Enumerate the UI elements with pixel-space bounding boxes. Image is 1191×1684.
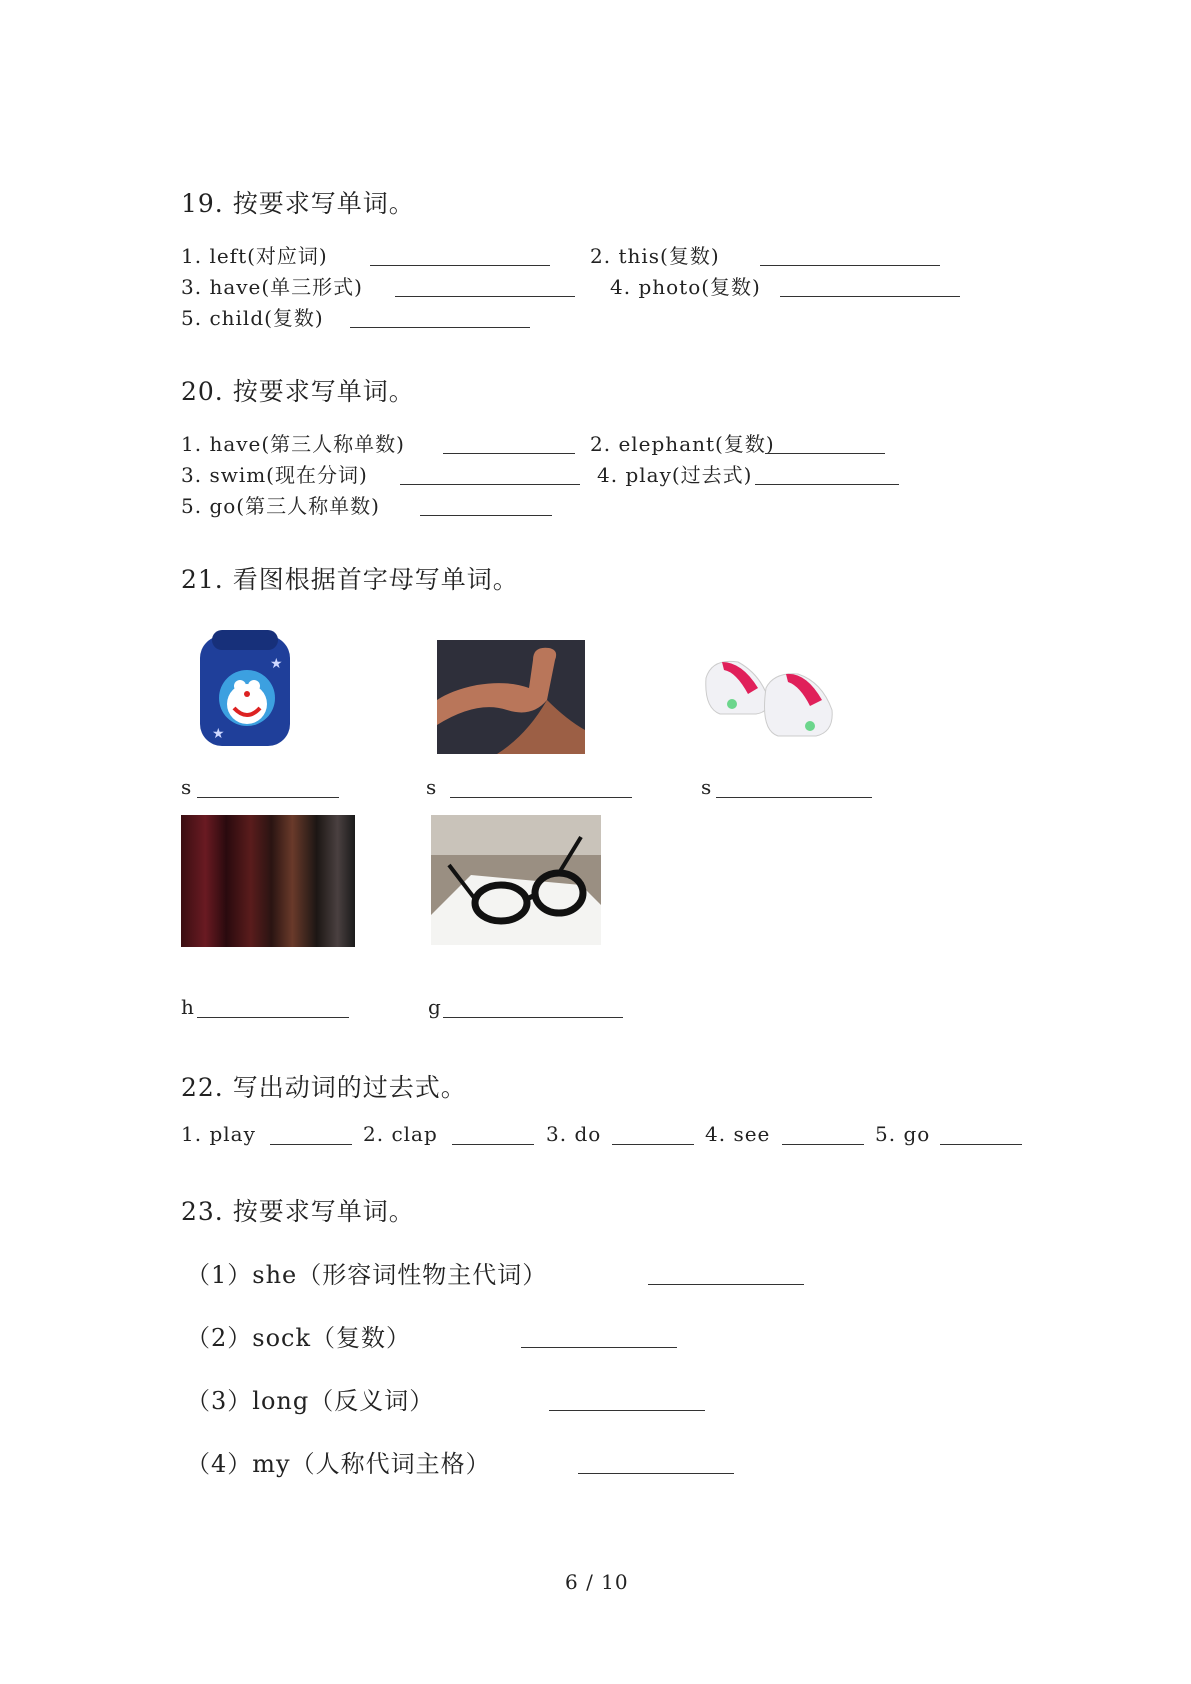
q21-letter-2: s xyxy=(426,775,438,799)
answer-blank[interactable] xyxy=(578,1472,734,1474)
q22-item-1: 1. play xyxy=(181,1122,256,1146)
question-21-title: 21. 看图根据首字母写单词。 xyxy=(181,565,519,594)
answer-blank[interactable] xyxy=(765,452,885,454)
q21-letter-3: s xyxy=(701,775,713,799)
svg-text:★: ★ xyxy=(270,656,283,672)
q19-item-5: 5. child(复数) xyxy=(181,306,324,330)
answer-blank[interactable] xyxy=(940,1143,1022,1145)
glasses-image xyxy=(431,815,601,945)
q21-letter-1: s xyxy=(181,775,193,799)
q19-item-1: 1. left(对应词) xyxy=(181,244,328,268)
answer-blank[interactable] xyxy=(443,452,575,454)
answer-blank[interactable] xyxy=(270,1143,352,1145)
question-23-title: 23. 按要求写单词。 xyxy=(181,1197,415,1226)
q19-item-2: 2. this(复数) xyxy=(590,244,720,268)
answer-blank[interactable] xyxy=(780,295,960,297)
sneakers-image xyxy=(702,648,838,748)
backpack-image xyxy=(192,628,298,752)
answer-blank[interactable] xyxy=(612,1143,694,1145)
q20-item-3: 3. swim(现在分词) xyxy=(181,463,368,487)
q20-item-2: 2. elephant(复数) xyxy=(590,432,775,456)
q21-letter-5: g xyxy=(428,995,442,1019)
q23-item-3: （3）long（反义词） xyxy=(186,1387,435,1415)
answer-blank[interactable] xyxy=(395,295,575,297)
q22-item-5: 5. go xyxy=(875,1122,931,1146)
answer-blank[interactable] xyxy=(760,264,940,266)
q20-item-1: 1. have(第三人称单数) xyxy=(181,432,405,456)
question-20-title: 20. 按要求写单词。 xyxy=(181,377,415,406)
arm-muscle-image xyxy=(437,640,585,754)
q19-item-4: 4. photo(复数) xyxy=(610,275,761,299)
answer-blank[interactable] xyxy=(521,1346,677,1348)
svg-text:★: ★ xyxy=(212,726,225,742)
q19-item-3: 3. have(单三形式) xyxy=(181,275,363,299)
answer-blank[interactable] xyxy=(370,264,550,266)
q21-letter-4: h xyxy=(181,995,195,1019)
question-19-title: 19. 按要求写单词。 xyxy=(181,189,415,218)
question-22-title: 22. 写出动词的过去式。 xyxy=(181,1073,467,1102)
q20-item-5: 5. go(第三人称单数) xyxy=(181,494,380,518)
answer-blank[interactable] xyxy=(782,1143,864,1145)
answer-blank[interactable] xyxy=(350,326,530,328)
answer-blank[interactable] xyxy=(755,483,899,485)
answer-blank[interactable] xyxy=(716,796,872,798)
answer-blank[interactable] xyxy=(452,1143,534,1145)
q22-item-2: 2. clap xyxy=(363,1122,438,1146)
answer-blank[interactable] xyxy=(197,796,339,798)
q22-item-4: 4. see xyxy=(705,1122,771,1146)
page-number: 6 / 10 xyxy=(565,1570,629,1594)
q23-item-2: （2）sock（复数） xyxy=(186,1324,412,1352)
q23-item-1: （1）she（形容词性物主代词） xyxy=(186,1261,548,1289)
answer-blank[interactable] xyxy=(549,1409,705,1411)
answer-blank[interactable] xyxy=(648,1283,804,1285)
answer-blank[interactable] xyxy=(197,1016,349,1018)
q23-item-4: （4）my（人称代词主格） xyxy=(186,1450,491,1478)
answer-blank[interactable] xyxy=(400,483,580,485)
hair-image xyxy=(181,815,355,947)
q20-item-4: 4. play(过去式) xyxy=(597,463,753,487)
answer-blank[interactable] xyxy=(443,1016,623,1018)
answer-blank[interactable] xyxy=(450,796,632,798)
answer-blank[interactable] xyxy=(420,514,552,516)
q22-item-3: 3. do xyxy=(546,1122,602,1146)
